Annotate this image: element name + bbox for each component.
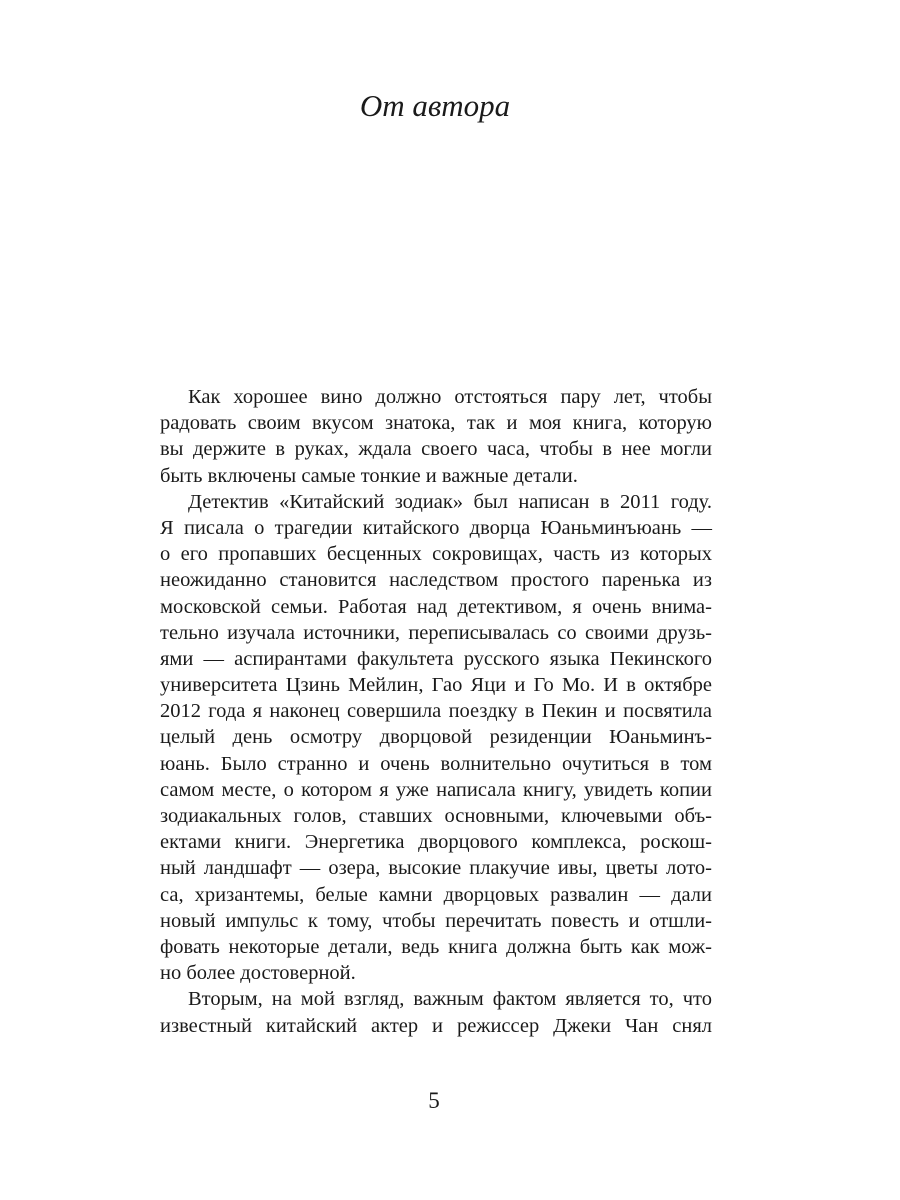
text-line: юань. Было странно и очень волнительно очутиться в том	[160, 752, 712, 775]
text-line: новый импульс к тому, чтобы перечитать повесть и отшли-	[160, 909, 712, 932]
text-line: 2012 года я наконец совершила поездку в Пекин и посвятила	[160, 700, 712, 723]
text-line: Вторым, на мой взгляд, важным фактом является то, что	[188, 988, 712, 1011]
text-line: быть включены самые тонкие и важные детали.	[160, 464, 578, 487]
text-line: радовать своим вкусом знатока, так и моя книга, которую	[160, 412, 712, 435]
text-line: университета Цзинь Мейлин, Гао Яци и Го Мо. И в октябре	[160, 674, 712, 697]
text-line: целый день осмотру дворцовой резиденции Юаньминъ-	[160, 726, 712, 749]
text-line: ектами книги. Энергетика дворцового комплекса, роскош-	[160, 831, 712, 854]
body-text	[160, 384, 712, 1039]
text-line: тельно изучала источники, переписывалась со своими друзь-	[160, 621, 712, 644]
text-line: зодиакальных голов, ставших основными, ключевыми объ-	[160, 805, 712, 827]
text-line: вы держите в руках, ждала своего часа, чтобы в нее могли	[160, 438, 712, 461]
text-line: ями — аспирантами факультета русского языка Пекинского	[160, 647, 712, 670]
text-line: московской семьи. Работая над детективом, я очень внима-	[160, 595, 712, 618]
text-line: фовать некоторые детали, ведь книга должна быть как мож-	[160, 935, 712, 958]
text-line: самом месте, о котором я уже написала книгу, увидеть копии	[160, 778, 712, 801]
text-line: о его пропавших бесценных сокровищах, часть из которых	[160, 543, 712, 566]
text-line: ный ландшафт — озера, высокие плакучие ивы, цветы лото-	[160, 857, 712, 880]
text-line: Детектив «Китайский зодиак» был написан в 2011 году.	[188, 490, 712, 513]
chapter-title: От автора	[359, 88, 511, 123]
text-line: неожиданно становится наследством простого паренька из	[160, 569, 712, 592]
text-line: но более достоверной.	[160, 962, 356, 985]
text-line: Как хорошее вино должно отстояться пару лет, чтобы	[188, 386, 712, 408]
page-number: 5	[428, 1088, 440, 1113]
text-line: са, хризантемы, белые камни дворцовых развалин — дали	[160, 883, 712, 906]
text-line: Я писала о трагедии китайского дворца Юаньминъюань —	[160, 516, 712, 539]
text-line: известный китайский актер и режиссер Джеки Чан снял	[160, 1014, 712, 1037]
